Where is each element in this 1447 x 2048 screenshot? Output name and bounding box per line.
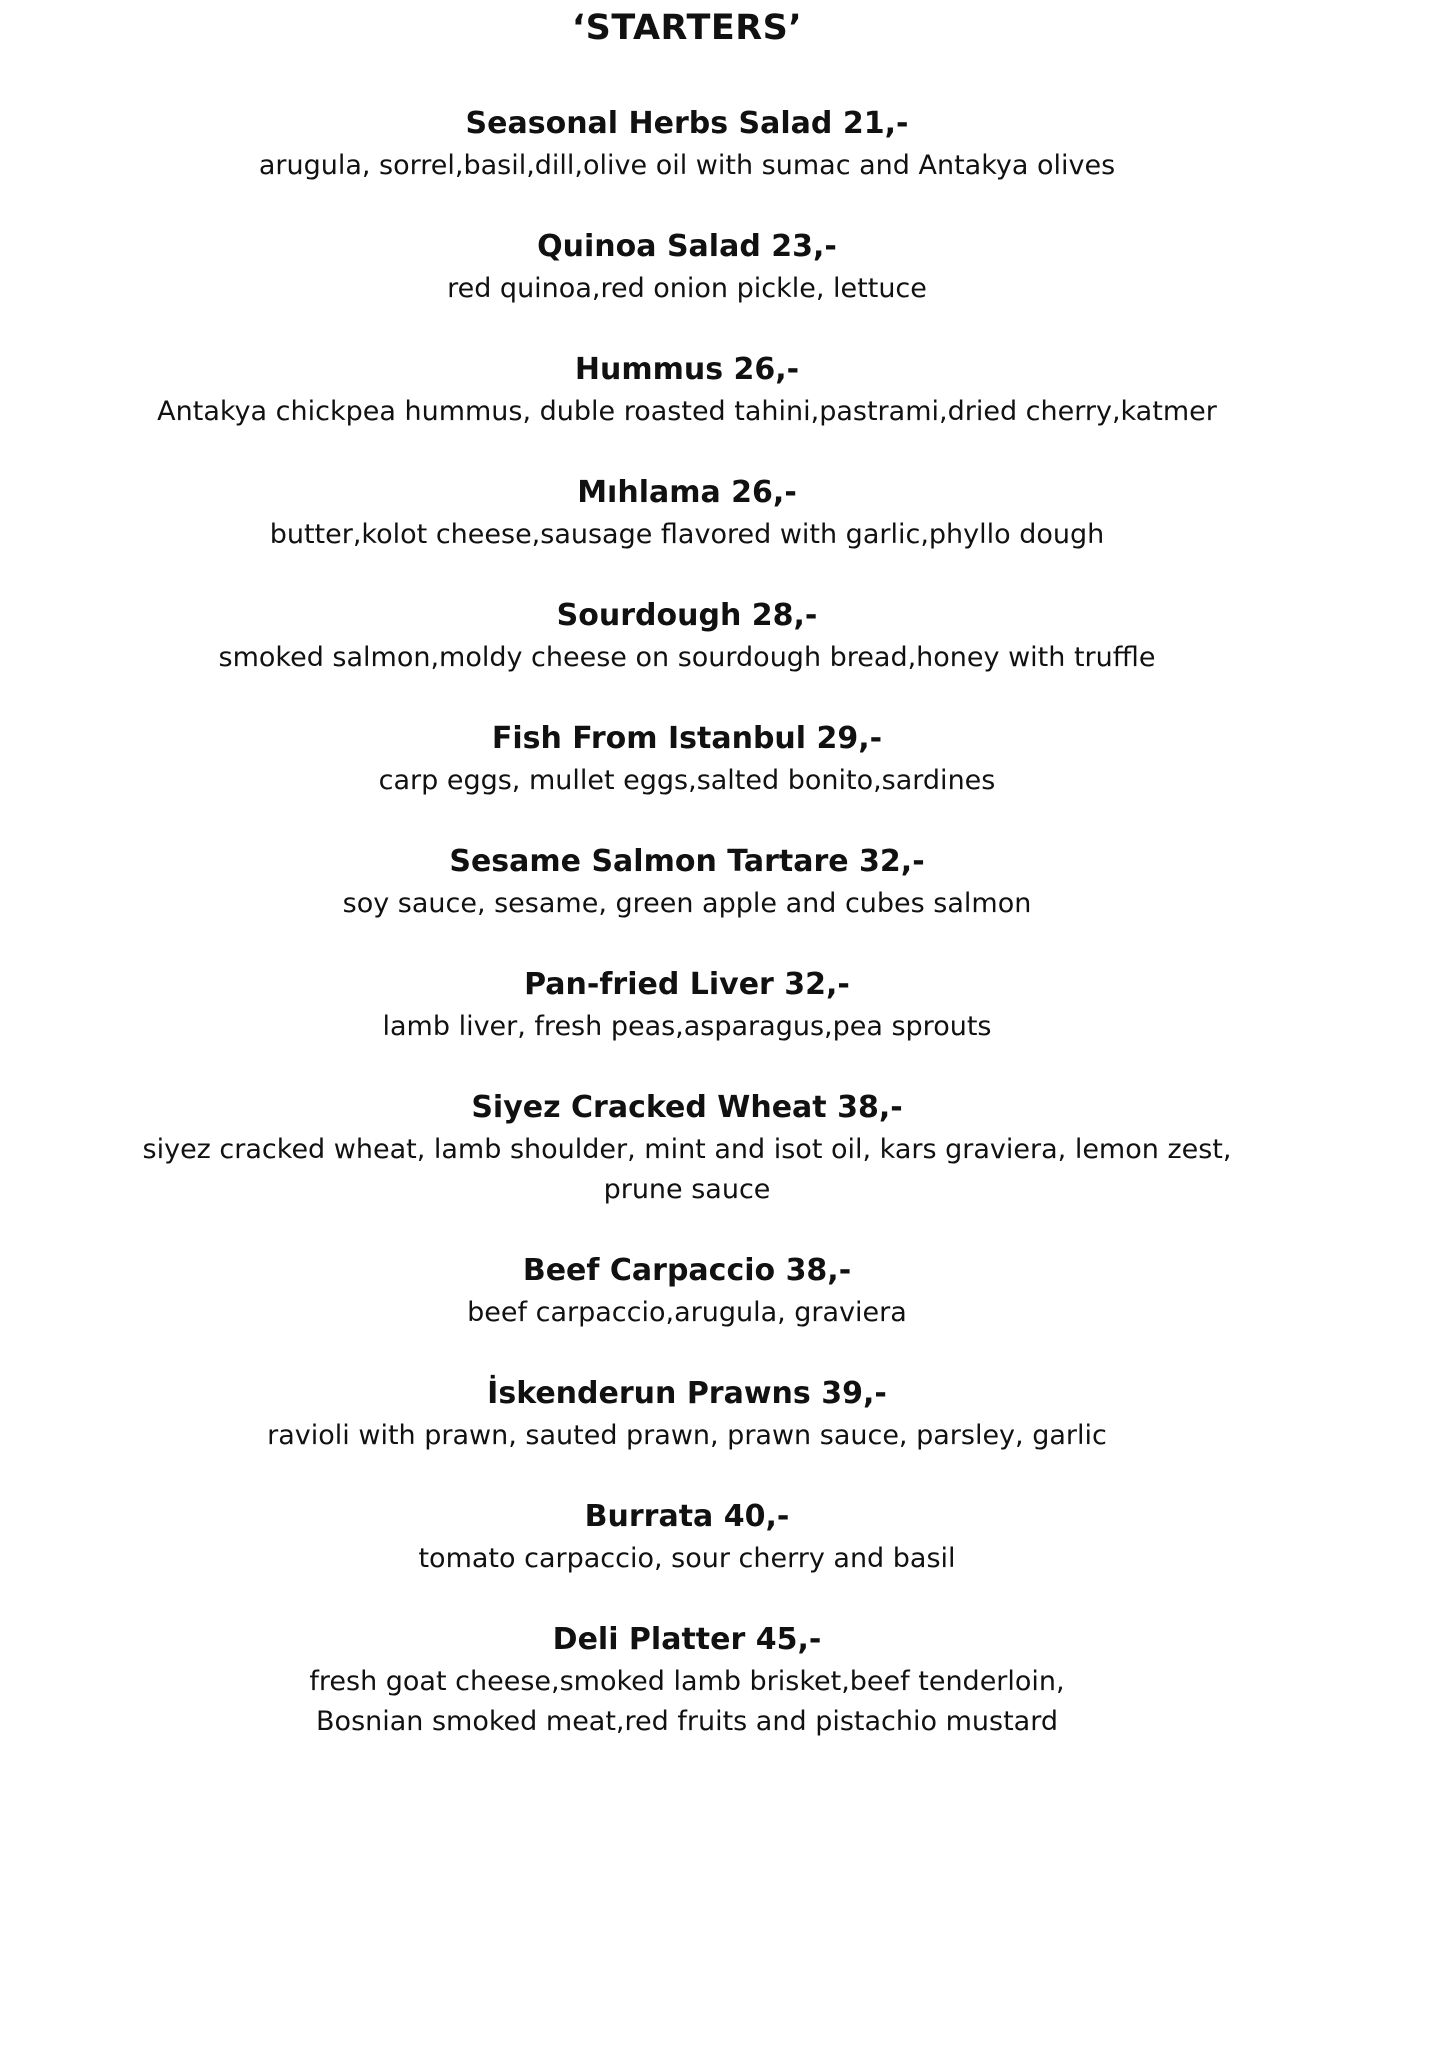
menu-item-title: Deli Platter 45,- — [552, 1622, 822, 1657]
menu-item — [137, 1088, 1237, 1210]
menu-item-description-line: arugula, sorrel,basil,dill,olive oil with sumac and Antakya olives — [258, 150, 1116, 181]
menu-item-description — [137, 1662, 1237, 1742]
menu-item-description-line: tomato carpaccio, sour cherry and basil — [418, 1543, 956, 1574]
menu-item-title: İskenderun Prawns 39,- — [487, 1376, 887, 1411]
menu-item-title: Beef Carpaccio 38,- — [522, 1253, 852, 1288]
menu-item-title: Mıhlama 26,- — [577, 475, 797, 510]
menu-item-description-line: butter,kolot cheese,sausage flavored with garlic,phyllo dough — [269, 519, 1105, 550]
menu-item — [137, 596, 1237, 678]
menu-item-description — [137, 146, 1237, 186]
menu-item-description-line: lamb liver, fresh peas,asparagus,pea sprouts — [382, 1011, 992, 1042]
menu-item — [137, 965, 1237, 1047]
menu-item — [137, 350, 1237, 432]
menu-item-description-line: smoked salmon,moldy cheese on sourdough bread,honey with truffle — [218, 642, 1156, 673]
menu-item-description — [137, 392, 1237, 432]
menu-item-description — [137, 1539, 1237, 1579]
menu-item — [137, 842, 1237, 924]
menu-item-description-line: red quinoa,red onion pickle, lettuce — [447, 273, 927, 304]
menu-item-description-line: Antakya chickpea hummus, duble roasted tahini,pastrami,dried cherry,katmer — [157, 396, 1217, 427]
menu-item-title: Burrata 40,- — [584, 1499, 790, 1534]
menu-item-description-line: ravioli with prawn, sauted prawn, prawn sauce, parsley, garlic — [267, 1420, 1107, 1451]
menu-item-title: Pan-fried Liver 32,- — [524, 967, 850, 1002]
menu-item-description — [137, 1130, 1237, 1210]
menu-item-description — [137, 761, 1237, 801]
menu-item-description-line: carp eggs, mullet eggs,salted bonito,sardines — [378, 765, 996, 796]
menu-item-description-line: fresh goat cheese,smoked lamb brisket,beef tenderloin, — [309, 1666, 1065, 1697]
menu-item-title: Hummus 26,- — [574, 352, 800, 387]
menu-item-description-line: beef carpaccio,arugula, graviera — [467, 1297, 907, 1328]
menu-item-description — [137, 1416, 1237, 1456]
menu-item-title: Sourdough 28,- — [556, 598, 818, 633]
menu-item — [137, 1251, 1237, 1333]
menu-item — [137, 1620, 1237, 1742]
menu-item-title: Fish From Istanbul 29,- — [491, 721, 883, 756]
menu-column — [137, 0, 1237, 1783]
menu-item-title: Seasonal Herbs Salad 21,- — [465, 106, 909, 141]
menu-item — [137, 1374, 1237, 1456]
menu-item-description — [137, 638, 1237, 678]
menu-item-description — [137, 1293, 1237, 1333]
menu-items-list — [137, 104, 1237, 1742]
menu-item — [137, 719, 1237, 801]
menu-item-description-line: soy sauce, sesame, green apple and cubes salmon — [342, 888, 1032, 919]
menu-item-description-line: Bosnian smoked meat,red fruits and pistachio mustard — [316, 1706, 1058, 1737]
menu-item-description — [137, 269, 1237, 309]
menu-item-description — [137, 884, 1237, 924]
menu-item-title: Siyez Cracked Wheat 38,- — [471, 1090, 903, 1125]
menu-item — [137, 1497, 1237, 1579]
menu-item — [137, 227, 1237, 309]
menu-item-title: Quinoa Salad 23,- — [537, 229, 837, 264]
menu-item-title: Sesame Salmon Tartare 32,- — [449, 844, 925, 879]
section-title: ‘STARTERS’ — [571, 8, 803, 48]
menu-item — [137, 473, 1237, 555]
menu-item-description-line: prune sauce — [603, 1174, 771, 1205]
menu-item-description-line: siyez cracked wheat, lamb shoulder, mint and isot oil, kars graviera, lemon zest, — [142, 1134, 1232, 1165]
menu-item-description — [137, 515, 1237, 555]
menu-item — [137, 104, 1237, 186]
menu-item-description — [137, 1007, 1237, 1047]
